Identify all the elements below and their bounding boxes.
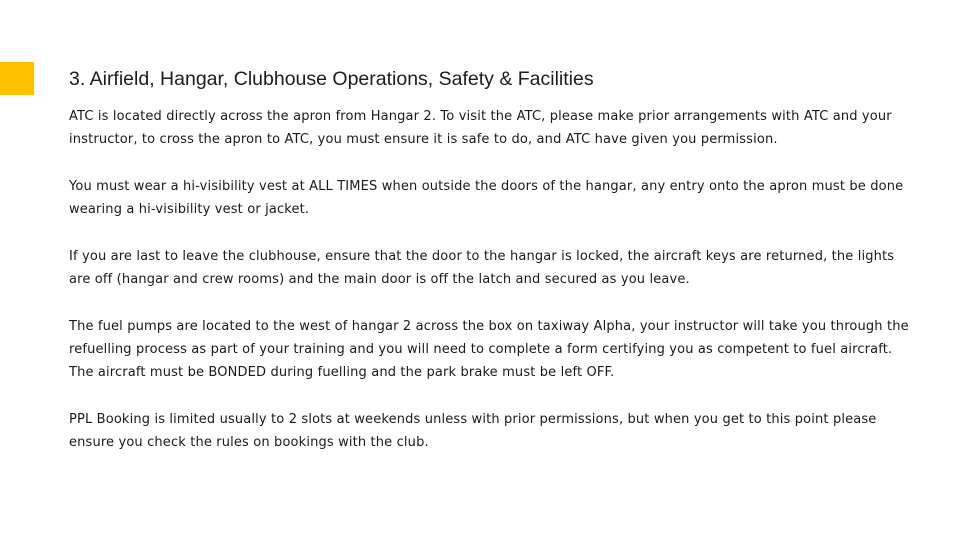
accent-bar: [0, 62, 34, 95]
slide-body: [69, 105, 919, 478]
paragraph-clubhouse: If you are last to leave the clubhouse, ensure that the door to the hangar is locked, the aircraft keys are returned, the lights are off (hangar and crew rooms) and the main door is off the latch and secured as you leave.: [69, 249, 895, 287]
paragraph-hi-vis: You must wear a hi-visibility vest at ALL TIMES when outside the doors of the hangar, any entry onto the apron must be done wearing a hi-visibility vest or jacket.: [69, 179, 904, 217]
paragraph-atc: ATC is located directly across the apron from Hangar 2. To visit the ATC, please make prior arrangements with ATC and your instructor, to cross the apron to ATC, you must ensure it is safe to do, and ATC have given you permission.: [69, 109, 892, 147]
paragraph-booking: PPL Booking is limited usually to 2 slots at weekends unless with prior permissions, but when you get to this point please ensure you check the rules on bookings with the club.: [69, 412, 877, 450]
slide-title: 3. Airfield, Hangar, Clubhouse Operations, Safety & Facilities: [69, 68, 594, 90]
paragraph-fuel: The fuel pumps are located to the west of hangar 2 across the box on taxiway Alpha, your instructor will take you through the refuelling process as part of your training and you will need to complete a form certifying you as competent to fuel aircraft. The aircraft must be BONDED during fuelling and the park brake must be left OFF.: [69, 319, 909, 380]
